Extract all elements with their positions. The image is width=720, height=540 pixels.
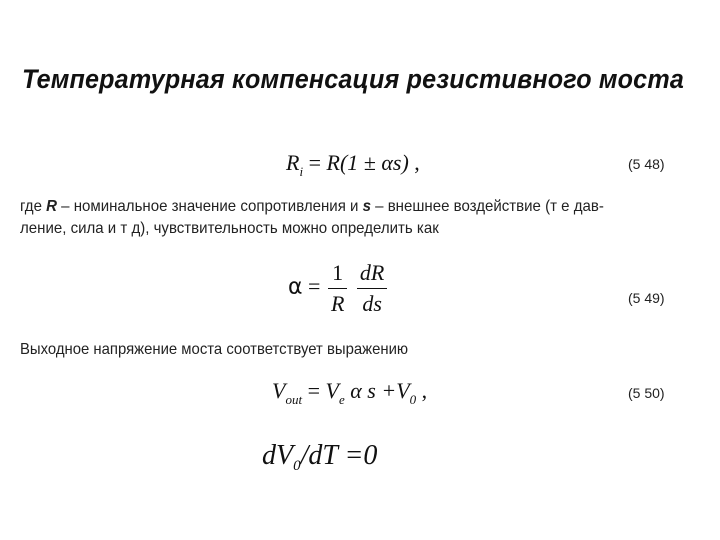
- equation-5-49: [288, 260, 389, 317]
- paragraph-line-1: [20, 198, 604, 216]
- eq548-equals: =: [308, 150, 321, 175]
- eq548-trail: ,: [414, 150, 420, 175]
- eq549-fraction-1: [328, 260, 347, 317]
- paragraph-definition: [20, 198, 604, 238]
- eq549-frac1-num: 1: [328, 260, 347, 289]
- eq550-equals: =: [307, 378, 320, 403]
- eq549-alpha: α: [288, 274, 303, 300]
- eq550-v0-sub: 0: [409, 392, 417, 407]
- equation-number-5-48: (5 48): [628, 156, 665, 172]
- equation-final: [262, 440, 377, 475]
- eq549-frac2-num: dR: [357, 260, 387, 289]
- eq548-rhs: R(1 ± αs): [326, 150, 409, 175]
- equation-5-50: [272, 378, 427, 408]
- eq550-vout: V: [272, 378, 286, 403]
- eq550-ve-sub: e: [338, 392, 345, 407]
- para1-text-b: – номинальное значение сопротивления и: [56, 198, 363, 215]
- eq550-ve: V: [325, 378, 339, 403]
- para1-var-s: s: [362, 198, 371, 215]
- equation-number-5-50: (5 50): [628, 385, 665, 401]
- eq550-v0: V: [396, 378, 410, 403]
- page-title: Температурная компенсация резистивного моста: [22, 64, 685, 94]
- equation-number-5-49: (5 49): [628, 290, 665, 306]
- eq548-lhs-var: R: [286, 150, 300, 175]
- eq550-vout-sub: out: [285, 392, 303, 407]
- eq550-alpha-s: α s +: [350, 378, 397, 403]
- eqfinal-rest: /dT =0: [300, 440, 378, 471]
- equation-5-48: [286, 150, 420, 180]
- para1-text-a: где: [20, 198, 47, 215]
- eq549-fraction-2: [357, 260, 387, 317]
- eq549-equals: =: [308, 273, 321, 299]
- para1-text-c: – внешнее воздействие (т е дав-: [370, 198, 604, 215]
- eqfinal-sub: 0: [293, 458, 301, 474]
- eq548-lhs-sub: i: [299, 164, 304, 179]
- eq550-trail: ,: [421, 378, 428, 403]
- eq549-frac2-den: ds: [362, 291, 382, 316]
- para1-var-r: R: [46, 198, 57, 215]
- paragraph-output: Выходное напряжение моста соответствует выражению: [20, 341, 409, 358]
- paragraph-line-2: ление, сила и т д), чувствительность можно определить как: [20, 220, 439, 237]
- eqfinal-dv: dV: [262, 440, 294, 471]
- eq549-frac1-den: R: [330, 291, 345, 316]
